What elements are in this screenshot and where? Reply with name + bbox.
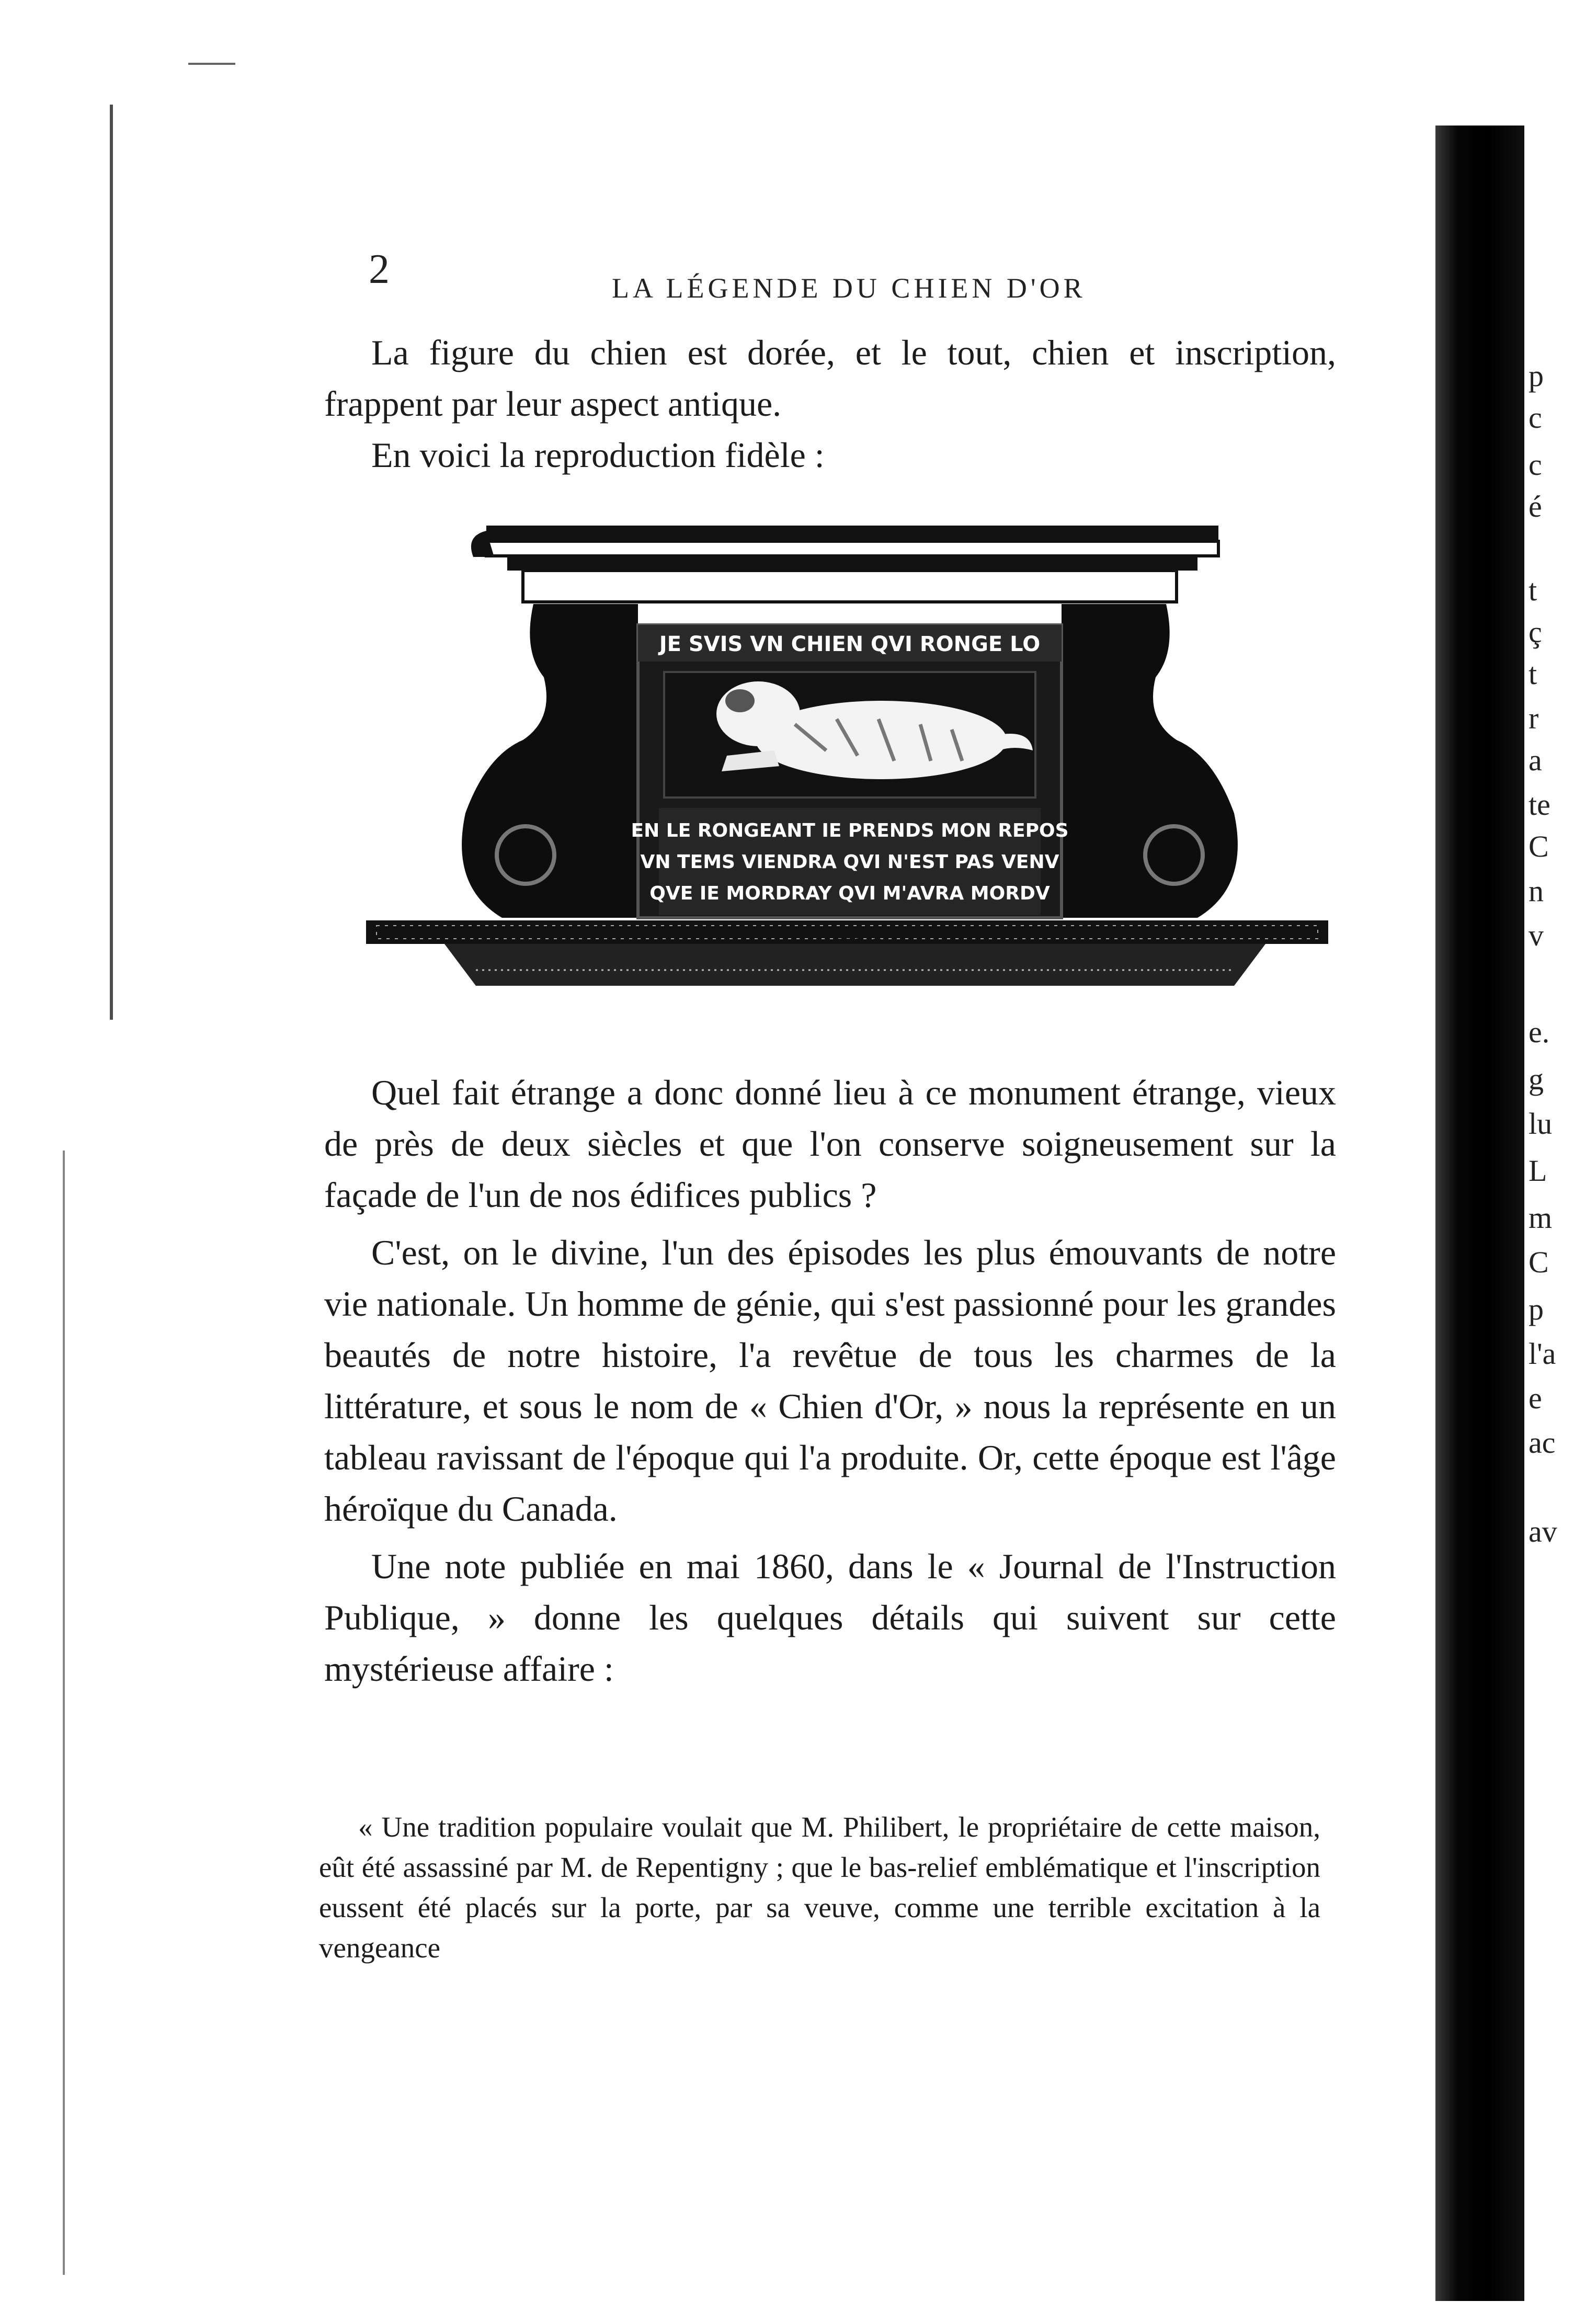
facing-text: c [1529, 401, 1542, 435]
paragraph: Quel fait étrange a donc donné lieu à ce monument étrange, vieux de près de deux siècles et que l'on conserve soigneusement sur la façade de l'un de nos édifices publics ? [324, 1073, 1336, 1215]
plaque-inscription-line: VN TEMS VIENDRA QVI N'EST PAS VENV [640, 851, 1059, 873]
facing-text: t [1529, 657, 1537, 691]
cornice-band [507, 557, 1197, 571]
scan-edge-mark [63, 1150, 65, 2275]
facing-text: p [1529, 359, 1544, 393]
facing-text: av [1529, 1514, 1557, 1548]
facing-text: m [1529, 1201, 1553, 1235]
book-gutter-shadow [1435, 126, 1524, 2301]
facing-page-fragment [1524, 0, 1574, 2324]
scan-edge-mark [110, 105, 113, 1020]
running-head: LA LÉGENDE DU CHIEN D'OR [612, 272, 1086, 304]
chien-dor-engraving [366, 520, 1336, 991]
page-number: 2 [369, 246, 390, 292]
facing-text: r [1529, 701, 1539, 735]
facing-text: v [1529, 918, 1544, 952]
plaque-inscription-line: EN LE RONGEANT IE PRENDS MON REPOS [631, 820, 1069, 841]
cornice-top [486, 526, 1218, 541]
block-quote [319, 1807, 1320, 1968]
facing-text: g [1529, 1062, 1544, 1096]
facing-text: t [1529, 573, 1537, 607]
plaque-inscription-line: QVE IE MORDRAY QVI M'AVRA MORDV [649, 883, 1050, 904]
facing-text: ç [1529, 615, 1542, 649]
facing-text: C [1529, 829, 1549, 863]
facing-text: e [1529, 1381, 1542, 1415]
paragraph: Une note publiée en mai 1860, dans le « Journal de l'Instruction Publique, » donne les quelques détails qui suivent sur cette mystérieuse affaire : [324, 1546, 1336, 1689]
facing-text: l'a [1529, 1337, 1556, 1371]
facing-text: lu [1529, 1107, 1553, 1141]
facing-text: é [1529, 489, 1542, 523]
facing-text: p [1529, 1292, 1544, 1326]
paragraph: La figure du chien est dorée, et le tout, chien et inscription, frappent par leur aspect antique. [324, 333, 1336, 424]
main-text [324, 1067, 1336, 1694]
engraving-illustration [366, 520, 1336, 991]
facing-text: ac [1529, 1426, 1556, 1460]
facing-text: C [1529, 1245, 1549, 1279]
quote-text: « Une tradition populaire voulait que M. Philibert, le propriétaire de cette maison, eût été assassiné par M. de Repentigny ; que le bas-relief emblématique et l'inscription eussent été placés sur la porte, par sa veuve, comme une terrible excitation à la vengeance [319, 1811, 1320, 1964]
facing-text: c [1529, 448, 1542, 482]
plaque-top-inscription: JE SVIS VN CHIEN QVI RONGE LO [659, 632, 1041, 656]
facing-text: n [1529, 874, 1544, 908]
intro-text [324, 327, 1336, 481]
scan-edge-mark [188, 63, 235, 65]
facing-text: L [1529, 1154, 1547, 1188]
facing-text: te [1529, 788, 1550, 822]
base-corbel [444, 944, 1265, 986]
facing-text: e. [1529, 1015, 1550, 1049]
paragraph: C'est, on le divine, l'un des épisodes les plus émouvants de notre vie nationale. Un homme de génie, qui s'est passionné pour les grandes beautés de notre histoire, l'a revêtue de tous les charmes de la littérature, et sous le nom de « Chien d'Or, » nous la représente en un tableau ravissant de l'époque qui l'a produite. Or, cette époque est l'âge héroïque du Canada. [324, 1233, 1336, 1529]
paragraph: En voici la reproduction fidèle : [371, 435, 825, 475]
facing-text: a [1529, 743, 1542, 777]
